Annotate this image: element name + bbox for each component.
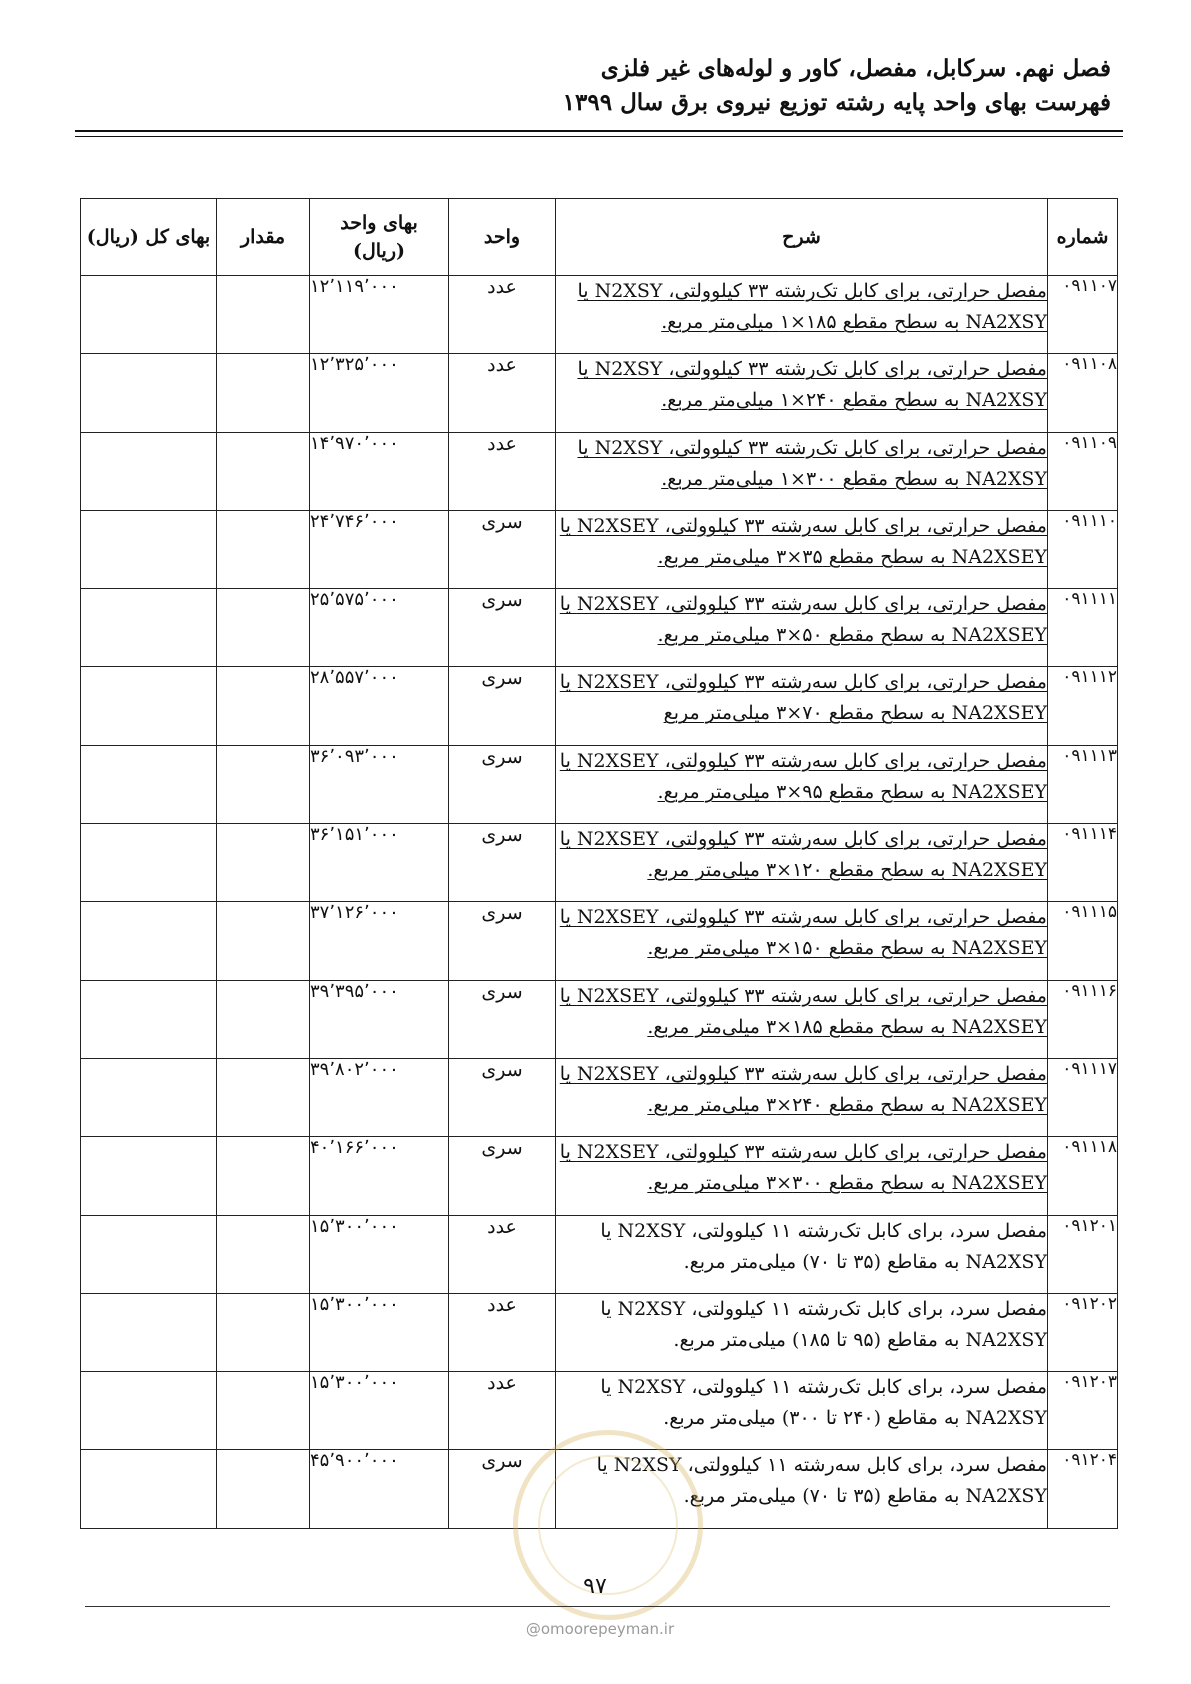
item-unit: عدد bbox=[449, 1372, 556, 1450]
website-watermark: @omoorepeyman.ir bbox=[525, 1620, 675, 1638]
item-code: ۰۹۱۲۰۴ bbox=[1048, 1450, 1118, 1528]
item-quantity bbox=[217, 589, 310, 667]
description-line-2: NA2XSY به سطح مقطع ۲۴۰×۱ میلی‌متر مربع. bbox=[661, 389, 1047, 412]
item-code: ۰۹۱۱۰۸ bbox=[1048, 354, 1118, 432]
item-total bbox=[81, 432, 217, 510]
chapter-title: فصل نهم. سرکابل، مفصل، کاور و لوله‌های غیر فلزی bbox=[600, 55, 1111, 82]
item-total bbox=[81, 589, 217, 667]
description-line-1: مفصل حرارتی، برای کابل سه‌رشته ۳۳ کیلوولتی، N2XSEY یا bbox=[559, 1141, 1047, 1164]
item-description bbox=[556, 510, 1048, 588]
item-quantity bbox=[217, 354, 310, 432]
description-line-2: NA2XSEY به سطح مقطع ۷۰×۳ میلی‌متر مربع bbox=[663, 702, 1047, 725]
table-row bbox=[81, 510, 1118, 588]
item-unit-price: ۱۲٬۳۲۵٬۰۰۰ bbox=[310, 354, 449, 432]
description-line-2: NA2XSEY به سطح مقطع ۱۸۵×۳ میلی‌متر مربع. bbox=[647, 1015, 1047, 1038]
description-line-2: NA2XSEY به سطح مقطع ۳۵×۳ میلی‌متر مربع. bbox=[657, 545, 1047, 568]
item-unit-price: ۴۰٬۱۶۶٬۰۰۰ bbox=[310, 1137, 449, 1215]
item-unit-price: ۲۴٬۷۴۶٬۰۰۰ bbox=[310, 510, 449, 588]
description-line-1: مفصل حرارتی، برای کابل سه‌رشته ۳۳ کیلوولتی، N2XSEY یا bbox=[559, 749, 1047, 772]
item-code: ۰۹۱۱۱۱ bbox=[1048, 589, 1118, 667]
table-row bbox=[81, 745, 1118, 823]
item-total bbox=[81, 745, 217, 823]
item-unit: عدد bbox=[449, 276, 556, 354]
item-unit: سری bbox=[449, 510, 556, 588]
table-row bbox=[81, 902, 1118, 980]
item-quantity bbox=[217, 1137, 310, 1215]
item-code: ۰۹۱۱۰۷ bbox=[1048, 276, 1118, 354]
item-code: ۰۹۱۱۱۶ bbox=[1048, 980, 1118, 1058]
table-row bbox=[81, 1058, 1118, 1136]
item-total bbox=[81, 1215, 217, 1293]
item-description bbox=[556, 1137, 1048, 1215]
item-description bbox=[556, 1215, 1048, 1293]
description-line-1: مفصل سرد، برای کابل تک‌رشته ۱۱ کیلوولتی، N2XSY یا bbox=[600, 1219, 1047, 1242]
table-header-row bbox=[81, 199, 1118, 276]
item-unit-price: ۴۵٬۹۰۰٬۰۰۰ bbox=[310, 1450, 449, 1528]
description-line-2: NA2XSY به مقاطع (۹۵ تا ۱۸۵) میلی‌متر مربع. bbox=[673, 1328, 1047, 1351]
item-unit: سری bbox=[449, 745, 556, 823]
item-unit: سری bbox=[449, 589, 556, 667]
item-total bbox=[81, 1450, 217, 1528]
description-line-1: مفصل حرارتی، برای کابل سه‌رشته ۳۳ کیلوولتی، N2XSEY یا bbox=[559, 593, 1047, 616]
header-unit-price-label: بهای واحد bbox=[340, 212, 418, 234]
item-quantity bbox=[217, 1215, 310, 1293]
description-line-1: مفصل حرارتی، برای کابل سه‌رشته ۳۳ کیلوولتی، N2XSEY یا bbox=[559, 906, 1047, 929]
item-unit-price: ۳۶٬۰۹۳٬۰۰۰ bbox=[310, 745, 449, 823]
item-unit: سری bbox=[449, 980, 556, 1058]
item-quantity bbox=[217, 276, 310, 354]
description-line-1: مفصل حرارتی، برای کابل تک‌رشته ۳۳ کیلوولتی، N2XSY یا bbox=[577, 436, 1047, 459]
item-total bbox=[81, 824, 217, 902]
table-row bbox=[81, 1372, 1118, 1450]
item-total bbox=[81, 276, 217, 354]
description-line-1: مفصل حرارتی، برای کابل تک‌رشته ۳۳ کیلوولتی، N2XSY یا bbox=[577, 280, 1047, 302]
description-line-1: مفصل سرد، برای کابل تک‌رشته ۱۱ کیلوولتی، N2XSY یا bbox=[600, 1376, 1047, 1399]
item-description bbox=[556, 589, 1048, 667]
item-unit: عدد bbox=[449, 1215, 556, 1293]
header-unit-price bbox=[310, 199, 449, 276]
item-quantity bbox=[217, 1450, 310, 1528]
table-row bbox=[81, 667, 1118, 745]
item-description bbox=[556, 1293, 1048, 1371]
item-description bbox=[556, 745, 1048, 823]
item-unit: سری bbox=[449, 824, 556, 902]
item-unit: سری bbox=[449, 1058, 556, 1136]
item-unit-price: ۱۲٬۱۱۹٬۰۰۰ bbox=[310, 276, 449, 354]
item-code: ۰۹۱۱۱۴ bbox=[1048, 824, 1118, 902]
header-quantity: مقدار bbox=[217, 199, 310, 276]
item-unit-price: ۲۵٬۵۷۵٬۰۰۰ bbox=[310, 589, 449, 667]
item-description bbox=[556, 1058, 1048, 1136]
description-line-2: NA2XSY به مقاطع (۲۴۰ تا ۳۰۰) میلی‌متر مربع. bbox=[663, 1407, 1047, 1430]
item-quantity bbox=[217, 510, 310, 588]
item-description bbox=[556, 276, 1048, 354]
description-line-2: NA2XSY به مقاطع (۳۵ تا ۷۰) میلی‌متر مربع. bbox=[683, 1485, 1047, 1508]
item-quantity bbox=[217, 1058, 310, 1136]
item-total bbox=[81, 354, 217, 432]
item-total bbox=[81, 1372, 217, 1450]
item-description bbox=[556, 1372, 1048, 1450]
item-description bbox=[556, 667, 1048, 745]
item-quantity bbox=[217, 902, 310, 980]
item-total bbox=[81, 1137, 217, 1215]
item-unit-price: ۱۴٬۹۷۰٬۰۰۰ bbox=[310, 432, 449, 510]
description-line-2: NA2XSEY به سطح مقطع ۲۴۰×۳ میلی‌متر مربع. bbox=[647, 1093, 1047, 1116]
item-description bbox=[556, 902, 1048, 980]
item-unit: سری bbox=[449, 902, 556, 980]
item-unit-price: ۳۷٬۱۲۶٬۰۰۰ bbox=[310, 902, 449, 980]
description-line-2: NA2XSEY به سطح مقطع ۹۵×۳ میلی‌متر مربع. bbox=[657, 780, 1047, 803]
item-quantity bbox=[217, 824, 310, 902]
description-line-1: مفصل حرارتی، برای کابل سه‌رشته ۳۳ کیلوولتی، N2XSEY یا bbox=[559, 984, 1047, 1007]
table-row bbox=[81, 1137, 1118, 1215]
table-row bbox=[81, 824, 1118, 902]
description-line-2: NA2XSY به مقاطع (۳۵ تا ۷۰) میلی‌متر مربع. bbox=[683, 1250, 1047, 1273]
item-quantity bbox=[217, 432, 310, 510]
description-line-1: مفصل سرد، برای کابل سه‌رشته ۱۱ کیلوولتی، N2XSY یا bbox=[596, 1454, 1047, 1477]
item-quantity bbox=[217, 745, 310, 823]
header-rule-thick bbox=[75, 130, 1123, 132]
description-line-2: NA2XSEY به سطح مقطع ۱۲۰×۳ میلی‌متر مربع. bbox=[647, 859, 1047, 882]
description-line-1: مفصل حرارتی، برای کابل سه‌رشته ۳۳ کیلوولتی، N2XSEY یا bbox=[559, 671, 1047, 694]
table-row bbox=[81, 1215, 1118, 1293]
item-code: ۰۹۱۱۰۹ bbox=[1048, 432, 1118, 510]
item-unit-price: ۱۵٬۳۰۰٬۰۰۰ bbox=[310, 1293, 449, 1371]
header-total: بهای کل (ریال) bbox=[81, 199, 217, 276]
item-unit: عدد bbox=[449, 1293, 556, 1371]
item-quantity bbox=[217, 1293, 310, 1371]
item-unit-price: ۱۵٬۳۰۰٬۰۰۰ bbox=[310, 1372, 449, 1450]
item-total bbox=[81, 667, 217, 745]
item-total bbox=[81, 902, 217, 980]
price-table bbox=[80, 198, 1118, 1529]
table-row bbox=[81, 589, 1118, 667]
page-header bbox=[563, 52, 1111, 120]
page-number: ۹۷ bbox=[583, 1574, 607, 1599]
item-unit-price: ۳۶٬۱۵۱٬۰۰۰ bbox=[310, 824, 449, 902]
description-line-1: مفصل حرارتی، برای کابل سه‌رشته ۳۳ کیلوولتی، N2XSEY یا bbox=[559, 514, 1047, 537]
item-description bbox=[556, 432, 1048, 510]
item-unit: سری bbox=[449, 667, 556, 745]
table-row bbox=[81, 276, 1118, 354]
item-description bbox=[556, 824, 1048, 902]
document-subtitle: فهرست بهای واحد پایه رشته توزیع نیروی برق سال ۱۳۹۹ bbox=[562, 89, 1111, 116]
item-total bbox=[81, 1293, 217, 1371]
item-total bbox=[81, 980, 217, 1058]
item-quantity bbox=[217, 1372, 310, 1450]
description-line-1: مفصل حرارتی، برای کابل تک‌رشته ۳۳ کیلوولتی، N2XSY یا bbox=[577, 358, 1047, 381]
item-code: ۰۹۱۱۱۰ bbox=[1048, 510, 1118, 588]
description-line-2: NA2XSY به سطح مقطع ۳۰۰×۱ میلی‌متر مربع. bbox=[661, 467, 1047, 490]
table-row bbox=[81, 354, 1118, 432]
table-row bbox=[81, 1450, 1118, 1528]
item-description bbox=[556, 1450, 1048, 1528]
description-line-1: مفصل حرارتی، برای کابل سه‌رشته ۳۳ کیلوولتی، N2XSEY یا bbox=[559, 828, 1047, 851]
description-line-2: NA2XSEY به سطح مقطع ۵۰×۳ میلی‌متر مربع. bbox=[657, 624, 1047, 647]
description-line-1: مفصل سرد، برای کابل تک‌رشته ۱۱ کیلوولتی، N2XSY یا bbox=[600, 1297, 1047, 1320]
table-row bbox=[81, 1293, 1118, 1371]
item-code: ۰۹۱۲۰۳ bbox=[1048, 1372, 1118, 1450]
item-unit-price: ۳۹٬۳۹۵٬۰۰۰ bbox=[310, 980, 449, 1058]
item-code: ۰۹۱۲۰۱ bbox=[1048, 1215, 1118, 1293]
item-description bbox=[556, 354, 1048, 432]
item-description bbox=[556, 980, 1048, 1058]
item-code: ۰۹۱۱۱۲ bbox=[1048, 667, 1118, 745]
item-unit-price: ۱۵٬۳۰۰٬۰۰۰ bbox=[310, 1215, 449, 1293]
item-unit-price: ۳۹٬۸۰۲٬۰۰۰ bbox=[310, 1058, 449, 1136]
header-unit-price-currency: (ریال) bbox=[352, 240, 406, 262]
description-line-2: NA2XSY به سطح مقطع ۱۸۵×۱ میلی‌متر مربع. bbox=[661, 311, 1047, 333]
header-rule-thin bbox=[75, 136, 1123, 137]
item-unit: عدد bbox=[449, 432, 556, 510]
description-line-1: مفصل حرارتی، برای کابل سه‌رشته ۳۳ کیلوولتی، N2XSEY یا bbox=[559, 1062, 1047, 1085]
footer-rule bbox=[85, 1606, 1110, 1607]
item-code: ۰۹۱۱۱۸ bbox=[1048, 1137, 1118, 1215]
item-quantity bbox=[217, 667, 310, 745]
item-total bbox=[81, 1058, 217, 1136]
description-line-2: NA2XSEY به سطح مقطع ۳۰۰×۳ میلی‌متر مربع. bbox=[647, 1172, 1047, 1195]
item-code: ۰۹۱۲۰۲ bbox=[1048, 1293, 1118, 1371]
table-row bbox=[81, 980, 1118, 1058]
description-line-2: NA2XSEY به سطح مقطع ۱۵۰×۳ میلی‌متر مربع. bbox=[647, 937, 1047, 960]
item-quantity bbox=[217, 980, 310, 1058]
item-unit-price: ۲۸٬۵۵۷٬۰۰۰ bbox=[310, 667, 449, 745]
header-description: شرح bbox=[556, 199, 1048, 276]
table-body bbox=[81, 276, 1118, 1529]
table-row bbox=[81, 432, 1118, 510]
item-unit: عدد bbox=[449, 354, 556, 432]
item-code: ۰۹۱۱۱۵ bbox=[1048, 902, 1118, 980]
header-unit: واحد bbox=[449, 199, 556, 276]
item-code: ۰۹۱۱۱۷ bbox=[1048, 1058, 1118, 1136]
item-unit: سری bbox=[449, 1450, 556, 1528]
header-code: شماره bbox=[1048, 199, 1118, 276]
item-code: ۰۹۱۱۱۳ bbox=[1048, 745, 1118, 823]
item-total bbox=[81, 510, 217, 588]
item-unit: سری bbox=[449, 1137, 556, 1215]
